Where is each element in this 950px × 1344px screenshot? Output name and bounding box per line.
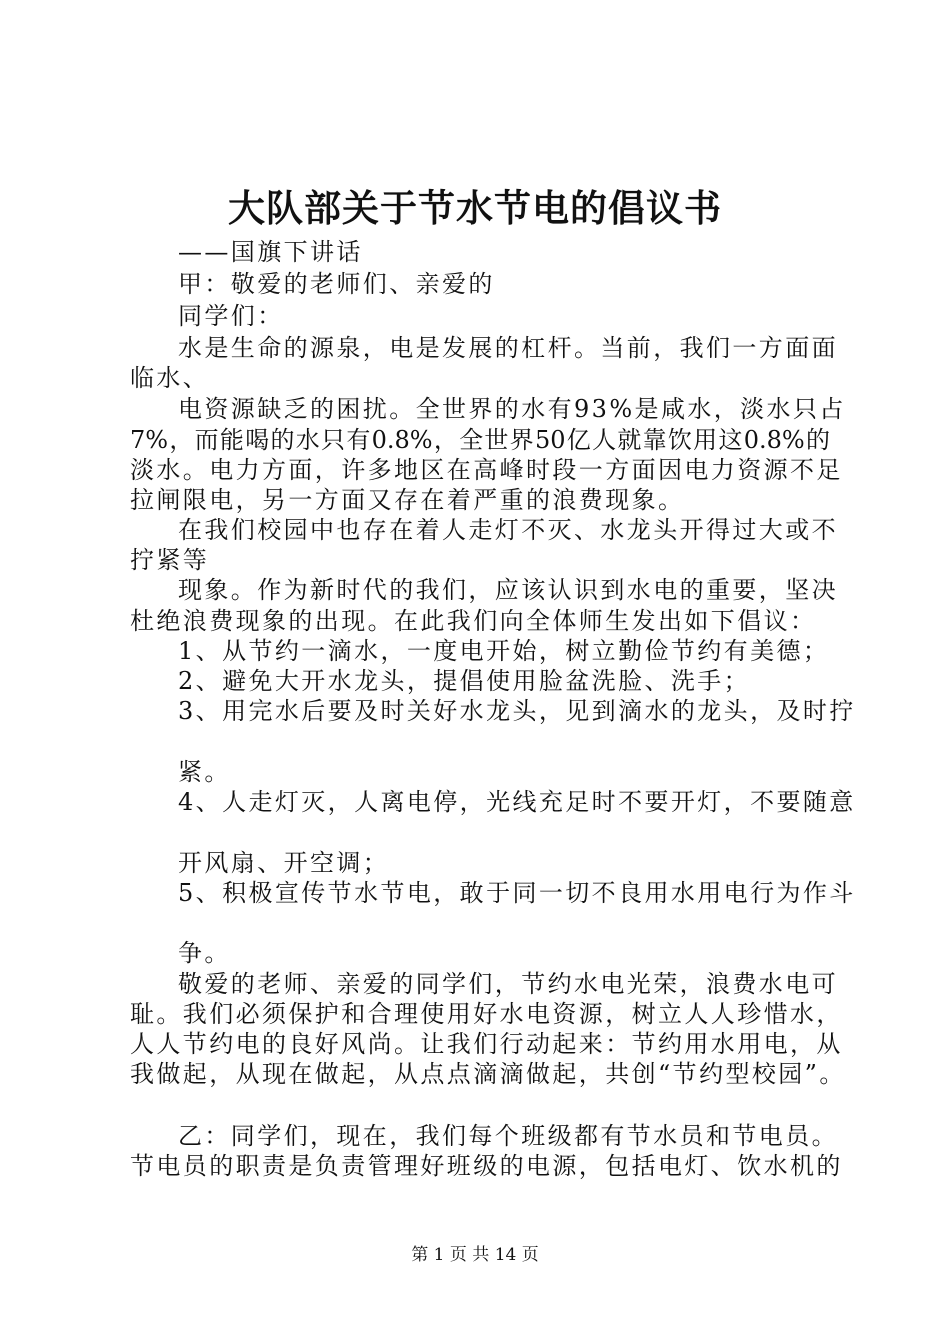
greeting-line: 同学们：: [178, 302, 284, 330]
list-item: 1、从节约一滴水，一度电开始，树立勤俭节约有美德；: [178, 637, 830, 665]
paragraph-line: 现象。作为新时代的我们，应该认识到水电的重要，坚决: [178, 576, 838, 604]
paragraph-line: 淡水。电力方面，许多地区在高峰时段一方面因电力资源不足: [130, 456, 843, 484]
page-number: 第 1 页 共 14 页: [411, 1245, 539, 1265]
list-item: 3、用完水后要及时关好水龙头，见到滴水的龙头，及时拧: [178, 697, 856, 725]
list-item-continuation: 开风扇、开空调；: [178, 849, 390, 877]
paragraph-line: 乙：同学们，现在，我们每个班级都有节水员和节电员。: [178, 1122, 838, 1150]
list-item: 2、避免大开水龙头，提倡使用脸盆洗脸、洗手；: [178, 667, 751, 695]
paragraph-line: 拉闸限电，另一方面又存在着严重的浪费现象。: [130, 486, 685, 514]
list-item: 4、人走灯灭，人离电停，光线充足时不要开灯，不要随意: [178, 788, 856, 816]
paragraph-line: 杜绝浪费现象的出现。在此我们向全体师生发出如下倡议：: [130, 607, 817, 635]
paragraph-line: 节电员的职责是负责管理好班级的电源，包括电灯、饮水机的: [130, 1152, 843, 1180]
paragraph-line: 水是生命的源泉，电是发展的杠杆。当前，我们一方面面: [178, 334, 838, 362]
paragraph-line: 耻。我们必须保护和合理使用好水电资源，树立人人珍惜水，: [130, 1000, 843, 1028]
greeting-line: 甲：敬爱的老师们、亲爱的: [178, 270, 495, 298]
paragraph-line: 电资源缺乏的困扰。全世界的水有93%是咸水，淡水只占: [178, 395, 846, 423]
paragraph-line: 敬爱的老师、亲爱的同学们，节约水电光荣，浪费水电可: [178, 970, 838, 998]
document-title: 大队部关于节水节电的倡议书: [228, 186, 722, 230]
list-item: 5、积极宣传节水节电，敢于同一切不良用水用电行为作斗: [178, 879, 856, 907]
list-item-continuation: 紧。: [178, 758, 231, 786]
paragraph-line: 人人节约电的良好风尚。让我们行动起来：节约用水用电，从: [130, 1030, 843, 1058]
list-item-continuation: 争。: [178, 939, 231, 967]
paragraph-line: 我做起，从现在做起，从点点滴滴做起，共创“节约型校园”。: [130, 1060, 846, 1088]
subtitle-line: ——国旗下讲话: [178, 238, 363, 266]
paragraph-line: 拧紧等: [130, 546, 210, 574]
paragraph-line: 7%，而能喝的水只有0.8%，全世界50亿人就靠饮用这0.8%的: [130, 426, 830, 454]
paragraph-line: 在我们校园中也存在着人走灯不灭、水龙头开得过大或不: [178, 516, 838, 544]
paragraph-line: 临水、: [130, 364, 210, 392]
